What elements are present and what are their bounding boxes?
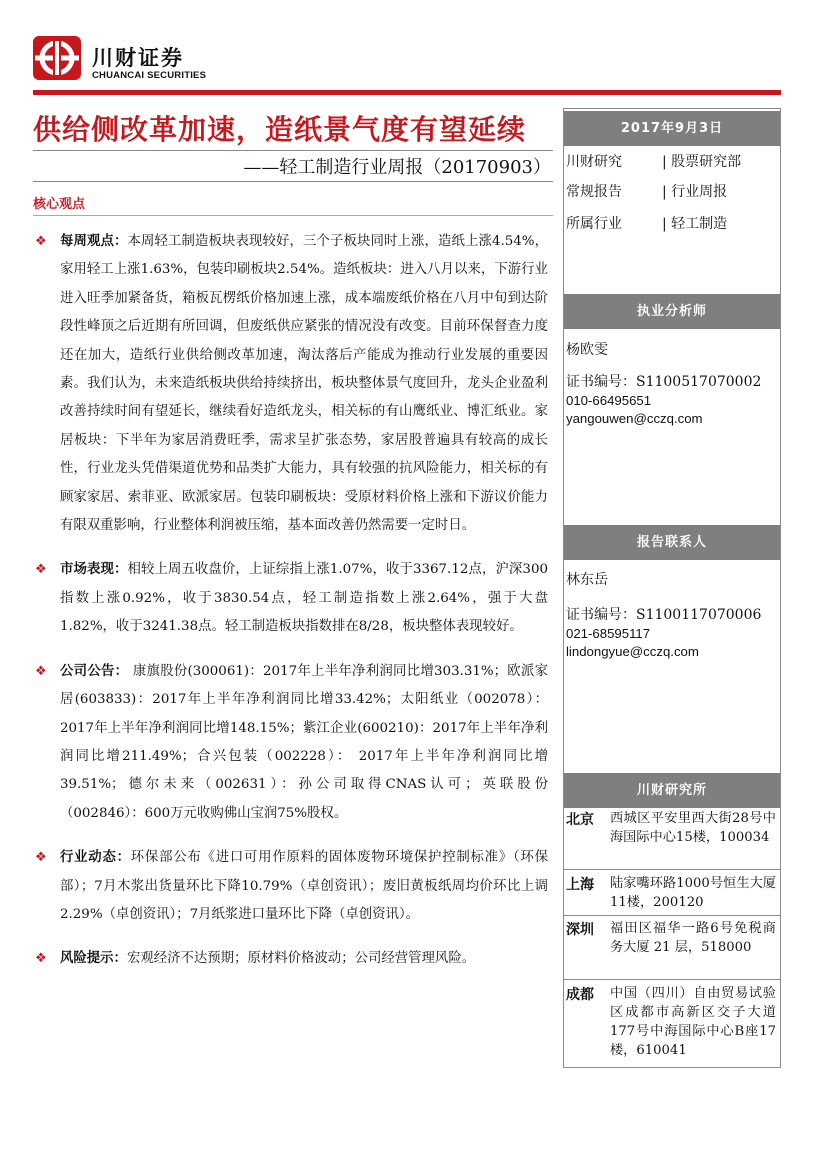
- paragraph-text: 环保部公布《进口可用作原料的固体废物环境保护控制标准》（环保部）；7月木浆出货量环比下降10.79%（卓创资讯）；废旧黄板纸周均价环比上调2.29%（卓创资讯）；7月纸浆进口量环比下降（卓创资讯）。: [60, 850, 548, 922]
- report-title: 供给侧改革加速，造纸景气度有望延续: [33, 113, 527, 146]
- meta-key: 常规报告: [566, 184, 622, 200]
- paragraph-label: 市场表现：: [60, 562, 128, 578]
- office-city: 上海: [566, 877, 594, 893]
- contact-cert: 证书编号：S1100117070006: [566, 607, 762, 623]
- contact-heading: 报告联系人: [564, 525, 780, 560]
- contact-name: 林东岳: [566, 572, 608, 588]
- paragraph-label: 风险提示：: [60, 951, 127, 967]
- diamond-bullet-icon: ❖: [35, 850, 47, 866]
- diamond-bullet-icon: ❖: [35, 562, 47, 578]
- diamond-bullet-icon: ❖: [35, 663, 47, 679]
- institute-heading: 川财研究所: [564, 773, 780, 808]
- paragraph-market: [33, 556, 548, 641]
- section-heading: 核心观点: [33, 197, 86, 212]
- office-address: 福田区福华一路6号免税商务大厦 21 层，518000: [610, 921, 776, 955]
- meta-key: 川财研究: [566, 154, 622, 170]
- paragraph-risk: [33, 945, 548, 973]
- meta-value: | 行业周报: [662, 184, 728, 200]
- brand-name-cn: 川财证券: [92, 46, 184, 70]
- office-address: 中国（四川）自由贸易试验区成都市高新区交子大道177号中海国际中心B座17楼，610041: [610, 986, 776, 1058]
- paragraph-text: 本周轻工制造板块表现较好，三个子板块同时上涨，造纸上涨4.54%，家用轻工上涨1.63%，包装印刷板块2.54%。造纸板块：进入八月以来，下游行业进入旺季加紧备货，箱板瓦楞纸价格加速上涨，成本端废纸价格在八月中旬到达阶段性峰顶之后近期有所回调，但废纸供应紧张的情况没有改变。目前环保督查力度还在加大，造纸行业供给侧改革加速，淘汰落后产能成为推动行业发展的重要因素。我们认为，未来造纸板块供给持续挤出，板块整体景气度回升，龙头企业盈利改善持续时间有望延长，继续看好造纸龙头，相关标的有山鹰纸业、博汇纸业。家居板块：下半年为家居消费旺季，需求呈扩张态势，家居股普遍具有较高的成长性，行业龙头凭借渠道优势和品类扩大能力，具有较强的抗风险能力，相关标的有顾家家居、索菲亚、欧派家居。包装印刷板块：受原材料价格上涨和下游议价能力有限双重影响，行业整体利润被压缩，基本面改善仍然需要一定时日。: [60, 234, 548, 534]
- main-content: [33, 228, 548, 990]
- sidebar: [563, 108, 781, 1068]
- office-address: 西城区平安里西大街28号中海国际中心15楼，100034: [610, 811, 776, 845]
- meta-value: | 股票研究部: [662, 154, 742, 170]
- brand-name-en: CHUANCAI SECURITIES: [92, 70, 207, 81]
- paragraph-text: 康旗股份(300061)：2017年上半年净利润同比增303.31%；欧派家居(603833)：2017年上半年净利润同比增33.42%；太阳纸业（002078）：2017年上半年净利润同比增148.15%；紫江企业(600210)：2017年上半年净利润同比增211.49%；合兴包装（002228）： 2017年上半年净利润同比增39.51%；德尔未来（002631）：孙公司取得CNAS认可；英联股份（002846）：600万元收购佛山宝润75%股权。: [60, 663, 548, 821]
- contact-phone: 021-68595117: [566, 626, 651, 641]
- analyst-name: 杨欧雯: [566, 342, 608, 358]
- paragraph-announcements: [33, 658, 548, 828]
- office-address: 陆家嘴环路1000号恒生大厦11楼，200120: [610, 876, 776, 910]
- office-divider: [564, 869, 780, 870]
- chuancai-logo-icon: [33, 36, 81, 80]
- title-divider: [33, 150, 553, 151]
- analyst-heading: 执业分析师: [564, 294, 780, 329]
- office-city: 成都: [566, 987, 594, 1003]
- subtitle-divider: [33, 181, 553, 182]
- office-divider: [564, 915, 780, 916]
- report-date: 2017年9月3日: [564, 111, 780, 146]
- section-divider: [33, 215, 553, 216]
- meta-key: 所属行业: [566, 216, 622, 232]
- paragraph-weekly-view: [33, 228, 548, 540]
- diamond-bullet-icon: ❖: [35, 234, 47, 249]
- office-city: 北京: [566, 812, 594, 828]
- meta-row: [566, 151, 741, 171]
- analyst-cert: 证书编号：S1100517070002: [566, 374, 762, 390]
- analyst-email[interactable]: yangouwen@cczq.com: [566, 411, 703, 426]
- paragraph-label: 公司公告：: [60, 663, 129, 679]
- office-divider: [564, 979, 780, 980]
- header-rule: [33, 90, 781, 95]
- contact-email[interactable]: lindongyue@cczq.com: [566, 644, 699, 659]
- office-city: 深圳: [566, 922, 594, 938]
- report-subtitle: ——轻工制造行业周报（20170903）: [243, 157, 551, 178]
- analyst-phone: 010-66495651: [566, 393, 652, 408]
- diamond-bullet-icon: ❖: [35, 951, 47, 967]
- paragraph-label: 行业动态：: [60, 850, 131, 866]
- meta-row: [566, 213, 727, 233]
- meta-row: [566, 181, 727, 201]
- paragraph-text: 宏观经济不达预期；原材料价格波动；公司经营管理风险。: [126, 951, 476, 967]
- paragraph-text: 相较上周五收盘价，上证综指上涨1.07%，收于3367.12点，沪深300指数上涨0.92%，收于3830.54点，轻工制造指数上涨2.64%，强于大盘1.82%，收于3241.38点。轻工制造板块指数排在8/28，板块整体表现较好。: [60, 562, 548, 635]
- meta-value: | 轻工制造: [662, 216, 728, 232]
- paragraph-industry-news: [33, 844, 548, 929]
- paragraph-label: 每周观点：: [60, 234, 128, 249]
